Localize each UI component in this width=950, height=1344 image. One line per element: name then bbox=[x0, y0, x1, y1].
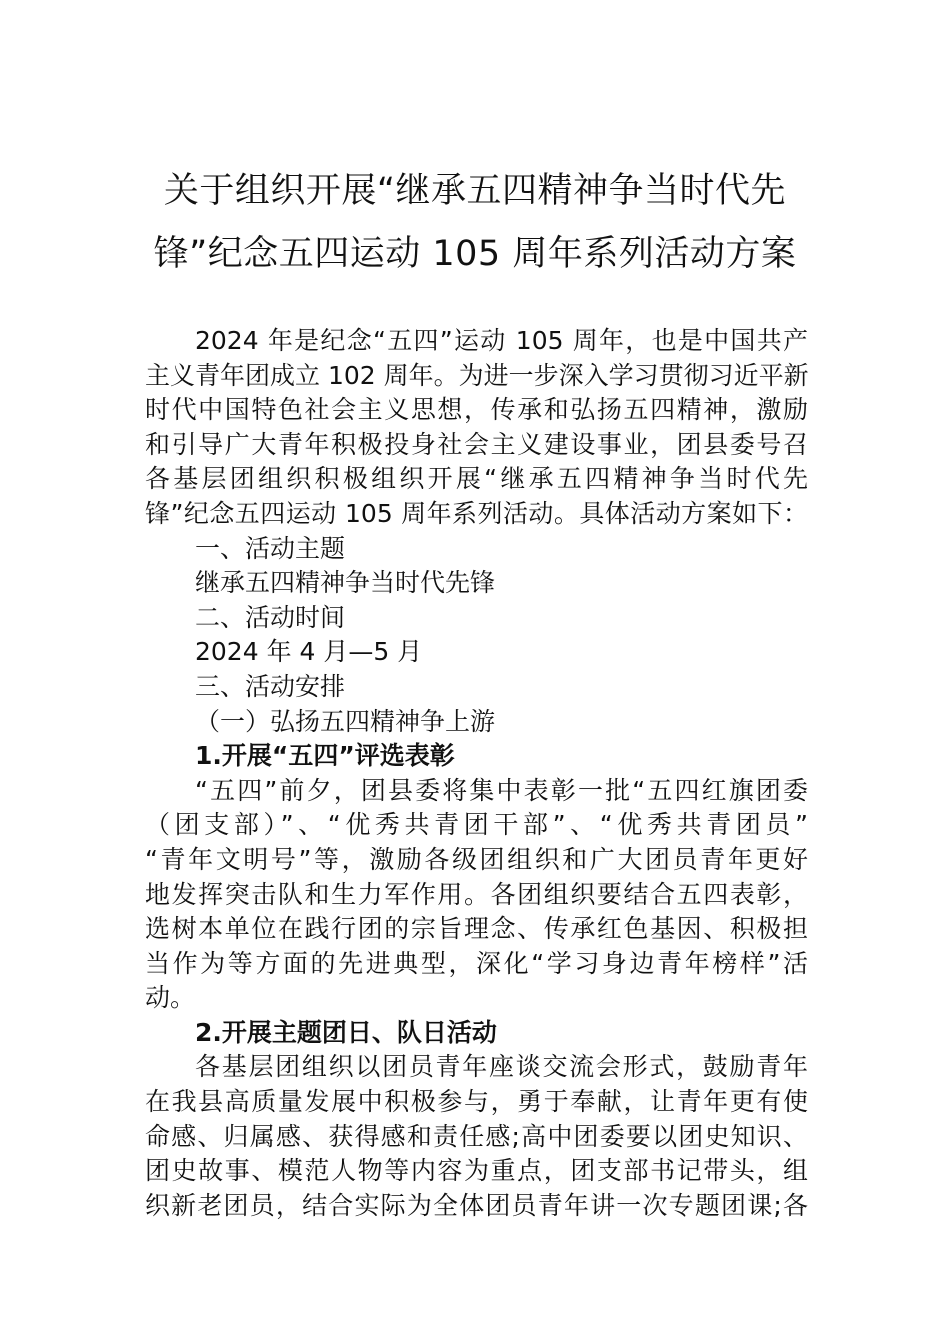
paragraph-line: 团史故事、模范人物等内容为重点，团支部书记带头，组 bbox=[145, 1156, 808, 1186]
item-1-heading: 1.开展“五四”评选表彰 bbox=[195, 741, 455, 771]
paragraph-line: 各基层团组织以团员青年座谈交流会形式，鼓励青年 bbox=[195, 1052, 808, 1082]
section-2-heading: 二、活动时间 bbox=[195, 602, 346, 632]
paragraph-line: 当作为等方面的先进典型，深化“学习身边青年榜样”活 bbox=[145, 948, 808, 978]
paragraph-line: 动。 bbox=[145, 983, 196, 1013]
paragraph-line: 2024 年是纪念“五四”运动 105 周年，也是中国共产 bbox=[195, 326, 808, 355]
paragraph-line: 命感、归属感、获得感和责任感;高中团委要以团史知识、 bbox=[145, 1121, 808, 1151]
paragraph-line: 和引导广大青年积极投身社会主义建设事业，团县委号召 bbox=[145, 429, 808, 459]
item-2-heading: 2.开展主题团日、队日活动 bbox=[195, 1017, 497, 1047]
paragraph-line: 在我县高质量发展中积极参与，勇于奉献，让青年更有使 bbox=[145, 1087, 808, 1117]
paragraph-line: 织新老团员，结合实际为全体团员青年讲一次专题团课;各 bbox=[145, 1190, 808, 1220]
paragraph-line: 主义青年团成立 102 周年。为进一步深入学习贯彻习近平新 bbox=[145, 360, 809, 390]
document-title bbox=[120, 160, 830, 286]
paragraph-line: 时代中国特色社会主义思想，传承和弘扬五四精神，激励 bbox=[145, 395, 808, 425]
paragraph-line: 锋”纪念五四运动 105 周年系列活动。具体活动方案如下： bbox=[145, 498, 808, 528]
intro-paragraph bbox=[145, 324, 808, 532]
paragraph-line: “五四”前夕，团县委将集中表彰一批“五四红旗团委 bbox=[195, 775, 808, 805]
section-1-text: 继承五四精神争当时代先锋 bbox=[195, 568, 496, 598]
title-line-1: 关于组织开展“继承五四精神争当时代先 bbox=[163, 171, 787, 211]
item-2-paragraph bbox=[145, 1050, 808, 1223]
title-line-2: 锋”纪念五四运动 105 周年系列活动方案 bbox=[153, 234, 797, 274]
section-3-heading: 三、活动安排 bbox=[195, 671, 346, 701]
paragraph-line: （团支部）”、“优秀共青团干部”、“优秀共青团员” bbox=[145, 810, 808, 840]
document-body bbox=[145, 324, 808, 1223]
subsection-1-heading: （一）弘扬五四精神争上游 bbox=[195, 706, 496, 736]
paragraph-line: “青年文明号”等，激励各级团组织和广大团员青年更好 bbox=[145, 844, 808, 874]
item-1-paragraph bbox=[145, 774, 808, 1016]
paragraph-line: 各基层团组织积极组织开展“继承五四精神争当时代先 bbox=[145, 464, 808, 494]
paragraph-line: 地发挥突击队和生力军作用。各团组织要结合五四表彰， bbox=[145, 879, 808, 909]
paragraph-line: 选树本单位在践行团的宗旨理念、传承红色基因、积极担 bbox=[145, 914, 808, 944]
section-2-text: 2024 年 4 月—5 月 bbox=[195, 637, 423, 667]
section-1-heading: 一、活动主题 bbox=[195, 533, 346, 563]
